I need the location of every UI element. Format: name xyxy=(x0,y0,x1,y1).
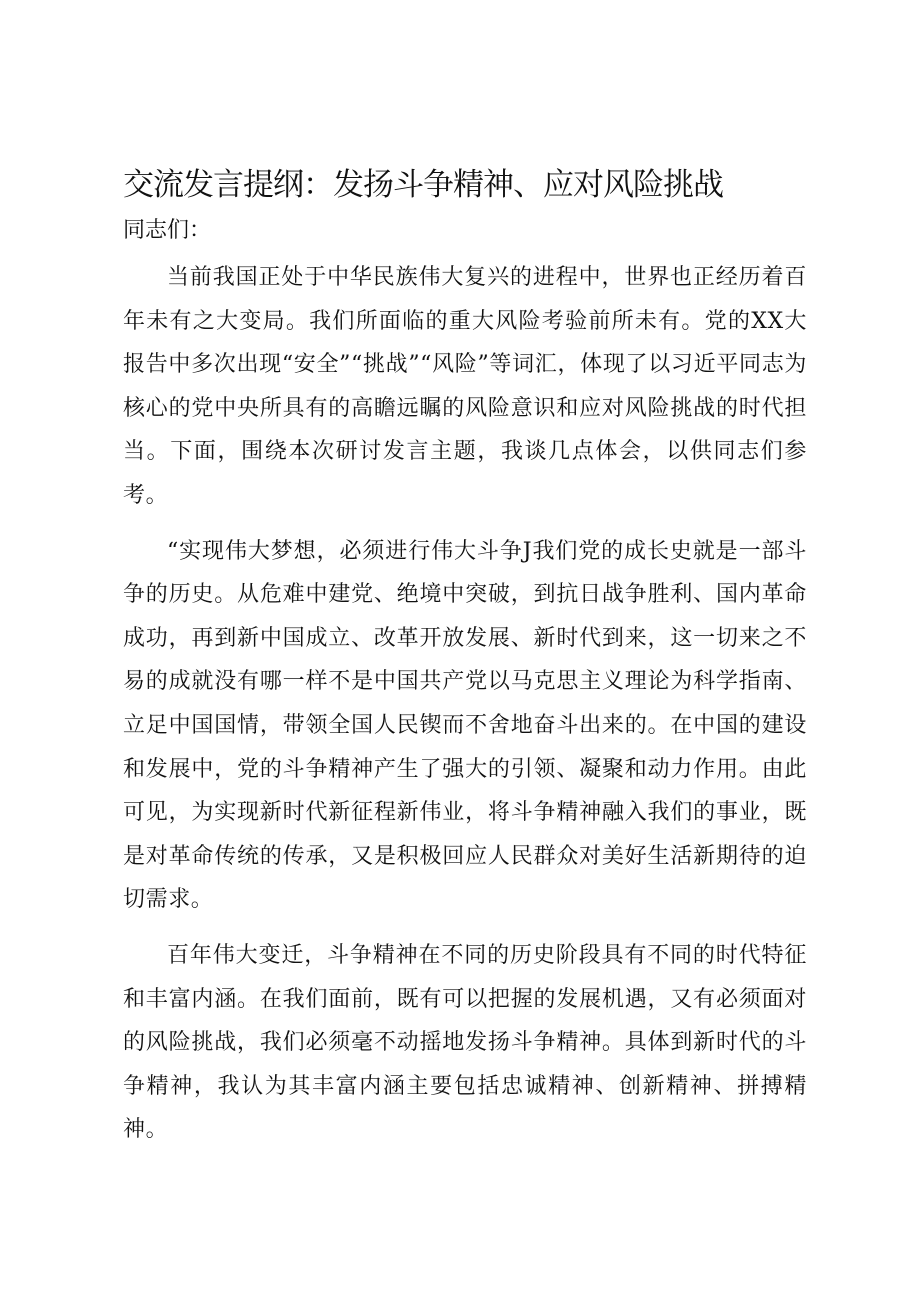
document-page xyxy=(123,160,807,1164)
salutation: 同志们： xyxy=(123,218,212,243)
paragraph-1: 当前我国正处于中华民族伟大复兴的进程中，世界也正经历着百年未有之大变局。我们所面临的重大风险考验前所未有。党的XX大报告中多次出现“安全”“挑战”“风险”等词汇，体现了以习近平同志为核心的党中央所具有的高瞻远瞩的风险意识和应对风险挑战的时代担当。下面，围绕本次研讨发言主题，我谈几点体会，以供同志们参考。 xyxy=(123,265,807,508)
paragraph-3: 百年伟大变迁，斗争精神在不同的历史阶段具有不同的时代特征和丰富内涵。在我们面前，既有可以把握的发展机遇，又有必须面对的风险挑战，我们必须毫不动摇地发扬斗争精神。具体到新时代的斗争精神，我认为其丰富内涵主要包括忠诚精神、创新精神、拼搏精神。 xyxy=(123,942,807,1143)
document-title: 交流发言提纲：发扬斗争精神、应对风险挑战 xyxy=(123,167,723,203)
paragraph-2: “实现伟大梦想，必须进行伟大斗争J我们党的成长史就是一部斗争的历史。从危难中建党、绝境中突破，到抗日战争胜利、国内革命成功，再到新中国成立、改革开放发展、新时代到来，这一切来之不易的成就没有哪一样不是中国共产党以马克思主义理论为科学指南、立足中国国情，带领全国人民锲而不舍地奋斗出来的。在中国的建设和发展中，党的斗争精神产生了强大的引领、凝聚和动力作用。由此可见，为实现新时代新征程新伟业，将斗争精神融入我们的事业，既是对革命传统的传承，又是积极回应人民群众对美好生活新期待的迫切需求。 xyxy=(123,538,807,913)
